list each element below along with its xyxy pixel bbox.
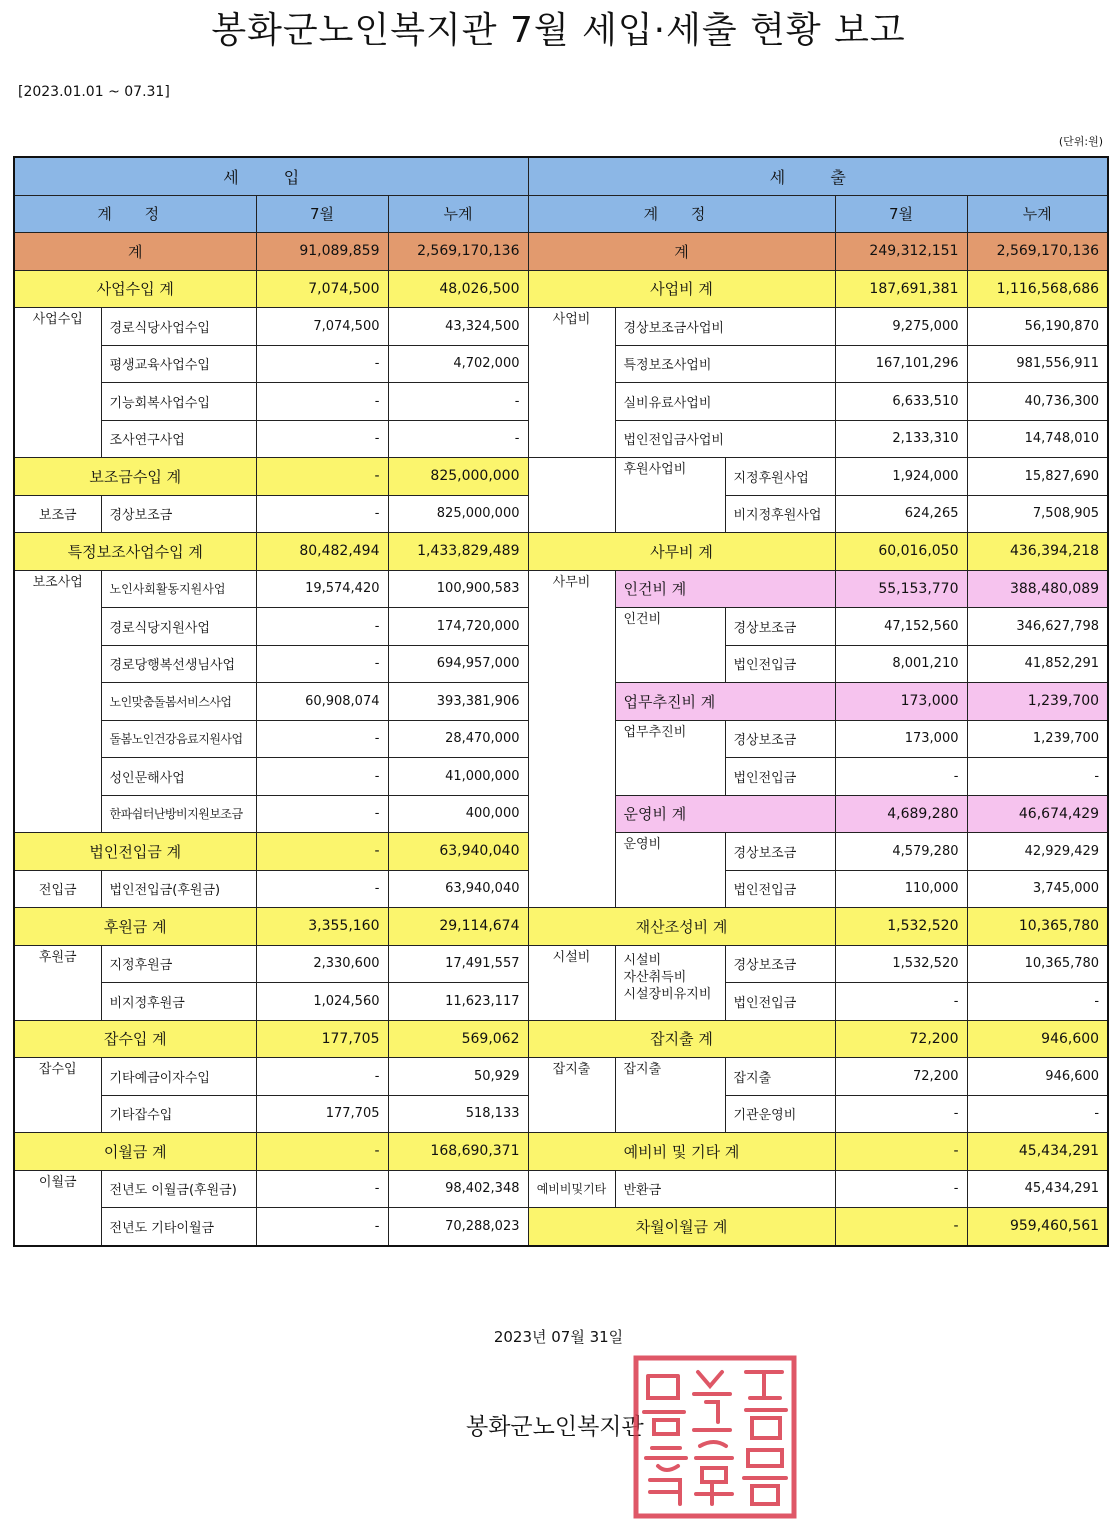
- item-cumulative: 1,239,700: [967, 720, 1108, 758]
- item-name: 경로식당지원사업: [101, 608, 256, 646]
- subcategory-cell: 후원사업비: [615, 458, 725, 533]
- income-section-header: 세 입: [14, 157, 528, 195]
- item-name: 경로당행복선생님사업: [101, 645, 256, 683]
- income-cumulative-header: 누계: [388, 195, 528, 233]
- item-cumulative: -: [967, 983, 1108, 1021]
- category-cell: [528, 458, 615, 533]
- item-name: 기타예금이자수입: [101, 1058, 256, 1096]
- item-name: 지정후원사업: [725, 458, 835, 496]
- item-cumulative: 15,827,690: [967, 458, 1108, 496]
- item-month: -: [256, 870, 388, 908]
- item-name: 평생교육사업수입: [101, 345, 256, 383]
- subtotal-month: -: [835, 1208, 967, 1246]
- item-name: 경상보조금사업비: [615, 308, 835, 346]
- subtotal-cumulative: 1,433,829,489: [388, 533, 528, 571]
- item-cumulative: 946,600: [967, 1058, 1108, 1096]
- item-name: 성인문해사업: [101, 758, 256, 796]
- item-cumulative: 346,627,798: [967, 608, 1108, 646]
- item-cumulative: 56,190,870: [967, 308, 1108, 346]
- item-month: 7,074,500: [256, 308, 388, 346]
- item-cumulative: 70,288,023: [388, 1208, 528, 1246]
- item-name: 한파쉼터난방비지원보조금: [101, 795, 256, 833]
- table-row: [14, 1058, 1108, 1096]
- item-name: 잡지출: [725, 1058, 835, 1096]
- column-header-row: [14, 195, 1108, 233]
- item-month: 624,265: [835, 495, 967, 533]
- subtotal-label: 후원금 계: [14, 908, 256, 946]
- subtotal-cumulative: 1,116,568,686: [967, 270, 1108, 308]
- report-date: 2023년 07월 31일: [493, 1328, 624, 1346]
- subtotal-cumulative: 45,434,291: [967, 1133, 1108, 1171]
- item-month: 19,574,420: [256, 570, 388, 608]
- item-month: 6,633,510: [835, 383, 967, 421]
- item-month: -: [256, 420, 388, 458]
- item-cumulative: 98,402,348: [388, 1170, 528, 1208]
- subtotal-cumulative: 569,062: [388, 1020, 528, 1058]
- item-name: 법인전입금: [725, 983, 835, 1021]
- subsubtotal-label: 업무추진비 계: [615, 683, 835, 721]
- subsubtotal-cumulative: 388,480,089: [967, 570, 1108, 608]
- category-cell: 보조금: [14, 495, 101, 533]
- subtotal-label: 특정보조사업수입 계: [14, 533, 256, 571]
- table-row: [14, 458, 1108, 496]
- expense-total-label: 계: [528, 233, 835, 271]
- item-month: 60,908,074: [256, 683, 388, 721]
- item-month: -: [256, 608, 388, 646]
- subcategory-line: 시설장비유지비: [623, 986, 712, 1002]
- table-row: [14, 270, 1108, 308]
- item-name: 전년도 기타이월금: [101, 1208, 256, 1246]
- item-name: 법인전입금: [725, 758, 835, 796]
- item-month: 9,275,000: [835, 308, 967, 346]
- item-cumulative: 694,957,000: [388, 645, 528, 683]
- expense-total-month: 249,312,151: [835, 233, 967, 271]
- item-cumulative: -: [967, 758, 1108, 796]
- item-cumulative: 174,720,000: [388, 608, 528, 646]
- category-cell: 사업비: [528, 308, 615, 458]
- subtotal-month: 187,691,381: [835, 270, 967, 308]
- subtotal-cumulative: 825,000,000: [388, 458, 528, 496]
- item-cumulative: -: [388, 383, 528, 421]
- item-month: 1,924,000: [835, 458, 967, 496]
- subtotal-cumulative: 168,690,371: [388, 1133, 528, 1171]
- item-month: -: [256, 720, 388, 758]
- item-cumulative: 63,940,040: [388, 870, 528, 908]
- subtotal-month: -: [835, 1133, 967, 1171]
- category-cell: 사무비: [528, 570, 615, 908]
- income-total-cumulative: 2,569,170,136: [388, 233, 528, 271]
- page-title: 봉화군노인복지관 7월 세입·세출 현황 보고: [211, 10, 906, 51]
- table-row: [14, 1020, 1108, 1058]
- subsubtotal-cumulative: 46,674,429: [967, 795, 1108, 833]
- subtotal-month: 80,482,494: [256, 533, 388, 571]
- category-cell: 이월금: [14, 1170, 101, 1246]
- subcategory-cell: [615, 945, 725, 1020]
- subtotal-month: -: [256, 458, 388, 496]
- item-month: -: [256, 758, 388, 796]
- item-month: -: [835, 983, 967, 1021]
- section-header-row: [14, 157, 1108, 195]
- item-name: 법인전입금: [725, 870, 835, 908]
- item-month: 2,133,310: [835, 420, 967, 458]
- item-cumulative: 825,000,000: [388, 495, 528, 533]
- category-cell: 잡지출: [528, 1058, 615, 1133]
- category-cell: 전입금: [14, 870, 101, 908]
- income-month-header: 7월: [256, 195, 388, 233]
- item-cumulative: 7,508,905: [967, 495, 1108, 533]
- income-account-header: 계 정: [14, 195, 256, 233]
- item-cumulative: 43,324,500: [388, 308, 528, 346]
- subcategory-cell: 잡지출: [615, 1058, 725, 1133]
- item-month: 110,000: [835, 870, 967, 908]
- expense-account-header: 계 정: [528, 195, 835, 233]
- item-name: 법인전입금(후원금): [101, 870, 256, 908]
- item-name: 경상보조금: [101, 495, 256, 533]
- category-cell: 사업수입: [14, 308, 101, 458]
- subtotal-label: 차월이월금 계: [528, 1208, 835, 1246]
- item-month: -: [835, 1170, 967, 1208]
- item-cumulative: 41,000,000: [388, 758, 528, 796]
- item-cumulative: 981,556,911: [967, 345, 1108, 383]
- subtotal-month: -: [256, 1133, 388, 1171]
- item-cumulative: 40,736,300: [967, 383, 1108, 421]
- subtotal-label: 이월금 계: [14, 1133, 256, 1171]
- item-cumulative: 28,470,000: [388, 720, 528, 758]
- subsubtotal-cumulative: 1,239,700: [967, 683, 1108, 721]
- subcategory-cell: 운영비: [615, 833, 725, 908]
- subtotal-label: 사업수입 계: [14, 270, 256, 308]
- subtotal-month: 1,532,520: [835, 908, 967, 946]
- subtotal-cumulative: 946,600: [967, 1020, 1108, 1058]
- subtotal-month: 72,200: [835, 1020, 967, 1058]
- item-name: 기능회복사업수입: [101, 383, 256, 421]
- item-name: 기타잡수입: [101, 1095, 256, 1133]
- item-name: 노인사회활동지원사업: [101, 570, 256, 608]
- item-cumulative: -: [967, 1095, 1108, 1133]
- subtotal-month: 60,016,050: [835, 533, 967, 571]
- item-name: 경상보조금: [725, 720, 835, 758]
- item-cumulative: -: [388, 420, 528, 458]
- report-period: [2023.01.01 ~ 07.31]: [18, 84, 170, 100]
- item-month: -: [256, 795, 388, 833]
- item-cumulative: 42,929,429: [967, 833, 1108, 871]
- category-cell: 예비비및기타: [528, 1170, 615, 1208]
- subsubtotal-label: 인건비 계: [615, 570, 835, 608]
- item-month: 2,330,600: [256, 945, 388, 983]
- item-name: 경상보조금: [725, 945, 835, 983]
- income-total-label: 계: [14, 233, 256, 271]
- item-cumulative: 4,702,000: [388, 345, 528, 383]
- subtotal-cumulative: 959,460,561: [967, 1208, 1108, 1246]
- item-month: -: [256, 495, 388, 533]
- table-row: [14, 945, 1108, 983]
- item-cumulative: 100,900,583: [388, 570, 528, 608]
- subtotal-label: 사무비 계: [528, 533, 835, 571]
- item-name: 기관운영비: [725, 1095, 835, 1133]
- category-cell: 후원금: [14, 945, 101, 1020]
- table-row: [14, 1133, 1108, 1171]
- item-name: 경상보조금: [725, 608, 835, 646]
- item-name: 법인전입금사업비: [615, 420, 835, 458]
- subtotal-month: -: [256, 833, 388, 871]
- subtotal-label: 잡지출 계: [528, 1020, 835, 1058]
- subtotal-month: 3,355,160: [256, 908, 388, 946]
- subtotal-cumulative: 63,940,040: [388, 833, 528, 871]
- item-month: 4,579,280: [835, 833, 967, 871]
- category-cell: 시설비: [528, 945, 615, 1020]
- subtotal-cumulative: 29,114,674: [388, 908, 528, 946]
- subtotal-label: 잡수입 계: [14, 1020, 256, 1058]
- item-name: 비지정후원사업: [725, 495, 835, 533]
- item-cumulative: 41,852,291: [967, 645, 1108, 683]
- item-month: 167,101,296: [835, 345, 967, 383]
- item-name: 반환금: [615, 1170, 835, 1208]
- subtotal-cumulative: 436,394,218: [967, 533, 1108, 571]
- subcategory-line: 자산취득비: [623, 969, 687, 985]
- subsubtotal-month: 4,689,280: [835, 795, 967, 833]
- item-month: 8,001,210: [835, 645, 967, 683]
- subcategory-cell: 업무추진비: [615, 720, 725, 795]
- subtotal-cumulative: 10,365,780: [967, 908, 1108, 946]
- item-month: -: [256, 1208, 388, 1246]
- category-cell: 보조사업: [14, 570, 101, 833]
- subtotal-label: 예비비 및 기타 계: [528, 1133, 835, 1171]
- subsubtotal-month: 55,153,770: [835, 570, 967, 608]
- item-month: 1,024,560: [256, 983, 388, 1021]
- subtotal-label: 법인전입금 계: [14, 833, 256, 871]
- subtotal-month: 7,074,500: [256, 270, 388, 308]
- item-cumulative: 518,133: [388, 1095, 528, 1133]
- item-month: -: [835, 758, 967, 796]
- subtotal-label: 사업비 계: [528, 270, 835, 308]
- expense-cumulative-header: 누계: [967, 195, 1108, 233]
- subcategory-line: 시설비: [623, 952, 662, 968]
- item-name: 지정후원금: [101, 945, 256, 983]
- subsubtotal-label: 운영비 계: [615, 795, 835, 833]
- expense-total-cumulative: 2,569,170,136: [967, 233, 1108, 271]
- table-row: [14, 908, 1108, 946]
- item-name: 전년도 이월금(후원금): [101, 1170, 256, 1208]
- item-month: -: [835, 1095, 967, 1133]
- item-month: 177,705: [256, 1095, 388, 1133]
- item-name: 경상보조금: [725, 833, 835, 871]
- item-name: 비지정후원금: [101, 983, 256, 1021]
- item-name: 돌봄노인건강음료지원사업: [101, 720, 256, 758]
- item-month: 173,000: [835, 720, 967, 758]
- subtotal-label: 보조금수입 계: [14, 458, 256, 496]
- item-name: 노인맞춤돌봄서비스사업: [101, 683, 256, 721]
- item-month: -: [256, 1170, 388, 1208]
- expense-month-header: 7월: [835, 195, 967, 233]
- item-month: 1,532,520: [835, 945, 967, 983]
- table-row: [14, 1170, 1108, 1208]
- subtotal-label: 재산조성비 계: [528, 908, 835, 946]
- item-cumulative: 3,745,000: [967, 870, 1108, 908]
- item-month: -: [256, 645, 388, 683]
- item-month: 72,200: [835, 1058, 967, 1096]
- official-seal-icon: [632, 1354, 798, 1520]
- item-name: 실비유료사업비: [615, 383, 835, 421]
- table-row: [14, 533, 1108, 571]
- table-row: [14, 570, 1108, 608]
- item-name: 경로식당사업수입: [101, 308, 256, 346]
- item-month: -: [256, 383, 388, 421]
- item-cumulative: 400,000: [388, 795, 528, 833]
- item-cumulative: 14,748,010: [967, 420, 1108, 458]
- item-month: -: [256, 1058, 388, 1096]
- subtotal-cumulative: 48,026,500: [388, 270, 528, 308]
- item-cumulative: 17,491,557: [388, 945, 528, 983]
- item-cumulative: 393,381,906: [388, 683, 528, 721]
- income-total-month: 91,089,859: [256, 233, 388, 271]
- item-cumulative: 50,929: [388, 1058, 528, 1096]
- table-row: [14, 308, 1108, 346]
- item-cumulative: 11,623,117: [388, 983, 528, 1021]
- unit-label: (단위:원): [1058, 135, 1103, 148]
- item-month: 47,152,560: [835, 608, 967, 646]
- subtotal-month: 177,705: [256, 1020, 388, 1058]
- item-name: 조사연구사업: [101, 420, 256, 458]
- grand-total-row: [14, 233, 1108, 271]
- item-month: -: [256, 345, 388, 383]
- subsubtotal-month: 173,000: [835, 683, 967, 721]
- organization-name: 봉화군노인복지관: [466, 1414, 644, 1440]
- item-name: 특정보조사업비: [615, 345, 835, 383]
- budget-table: [13, 156, 1109, 1247]
- subcategory-cell: 인건비: [615, 608, 725, 683]
- table-row: [14, 1208, 1108, 1246]
- item-name: 법인전입금: [725, 645, 835, 683]
- expense-section-header: 세 출: [528, 157, 1108, 195]
- item-cumulative: 10,365,780: [967, 945, 1108, 983]
- category-cell: 잡수입: [14, 1058, 101, 1133]
- item-cumulative: 45,434,291: [967, 1170, 1108, 1208]
